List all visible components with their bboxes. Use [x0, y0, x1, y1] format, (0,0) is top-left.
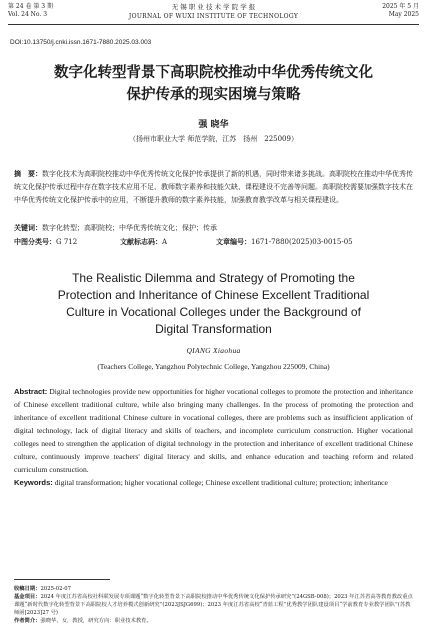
- article-no-value: 1671-7880(2025)03-0015-05: [251, 238, 353, 246]
- issue-date: [382, 3, 419, 19]
- footnote-fund: [14, 593, 415, 617]
- title-cn-line-1: 数字化转型背景下高职院校推动中华优秀传统文化: [54, 65, 373, 81]
- author-cn: 强 晓华: [198, 120, 229, 130]
- volume-cn: 第 24 卷 第 3 期: [8, 3, 53, 10]
- classification-line: [14, 237, 353, 247]
- keywords-en-text: digital transformation; higher vocational college; Chinese excellent traditional culture; protection; inheritance: [52, 478, 388, 487]
- title-en: [20, 270, 407, 338]
- bio-text: 强晓华，女，教授，研究方向：职业技术教育。: [40, 618, 152, 624]
- journal-name-en: JOURNAL OF WUXI INSTITUTE OF TECHNOLOGY: [128, 13, 299, 20]
- title-cn-line-2: 保护传承的现实困境与策略: [126, 87, 301, 103]
- doi[interactable]: DOI:10.13750/j.cnki.issn.1671-7880.2025.03.003: [10, 39, 152, 46]
- title-cn: [0, 62, 427, 106]
- footnote-divider: [14, 579, 110, 580]
- keywords-cn-text: 数字化转型；高职院校；中华优秀传统文化；保护；传承: [42, 224, 217, 232]
- abstract-cn: [14, 168, 413, 207]
- affiliation-en: (Teachers College, Yangzhou Polytechnic College, Yangzhou 225009, China): [97, 362, 330, 371]
- title-en-line-1: The Realistic Dilemma and Strategy of Promoting the: [72, 271, 355, 285]
- title-en-line-4: Digital Transformation: [155, 322, 272, 336]
- volume-en: Vol. 24 No. 3: [8, 11, 48, 18]
- clc-value: G 712: [56, 238, 78, 246]
- journal-name-cn: 无 锡 职 业 技 术 学 院 学 报: [171, 3, 256, 11]
- issue-date-en: May 2025: [388, 11, 419, 18]
- affiliation-cn: （扬州市职业大学 师范学院，江苏 扬州 225009）: [129, 135, 298, 143]
- clc-label: 中图分类号：: [14, 238, 56, 246]
- received-label: 收稿日期：: [14, 586, 41, 592]
- keywords-cn-label: 关键词：: [14, 224, 42, 232]
- received-date: 2025-02-07: [40, 586, 72, 592]
- bio-label: 作者简介：: [14, 618, 41, 624]
- abstract-en: [14, 385, 413, 489]
- keywords-en-label: Keywords:: [14, 478, 53, 487]
- footnote-bio: [14, 617, 415, 625]
- abstract-cn-label: 摘 要：: [14, 170, 42, 178]
- abstract-cn-text: 数字化技术为高职院校推动中华优秀传统文化保护传承提供了新的机遇，同时带来诸多挑战。高职院校在推动中华优秀传统文化保护传承过程中存在数字技术应用不足、教师数字素养和技能欠缺、课程建设不完善等问题。高职院校需要加强数字技术在中华优秀传统文化保护传承中的应用，不断提升教师的数字素养技能，加强教育教学改革与相关课程建设。: [14, 170, 413, 204]
- abstract-en-text: Digital technologies provide new opportunities for higher vocational colleges to promote the protection and inheritance of Chinese excellent traditional culture, while also bringing many challenges. In the process of promoting the protection and inheritance of excellent traditional Chinese culture in vocational colleges, there are problems such as insufficient application of digital technology, lack of digital literacy and skills of teachers, and incomplete curriculum construction. Higher vocational colleges need to strengthen the application of digital technology in the protection and inheritance of excellent traditional Chinese culture, continuously improve teachers' digital literacy and skills, and enhance education and teaching reform and related curriculum construction.: [14, 387, 413, 474]
- journal-name: [8, 3, 419, 21]
- issue-date-cn: 2025 年 5 月: [382, 3, 419, 10]
- doc-code-value: A: [162, 238, 168, 246]
- fund-label: 基金项目：: [14, 594, 41, 600]
- doc-code-label: 文献标志码：: [120, 238, 162, 246]
- title-en-line-2: Protection and Inheritance of Chinese Excellent Traditional: [57, 288, 370, 302]
- title-en-line-3: Culture in Vocational Colleges under the Background of: [66, 305, 361, 319]
- article-no-label: 文章编号：: [216, 238, 251, 246]
- footnote-received: [14, 585, 415, 593]
- fund-text: 2024 年度江苏省高校社科联发展专项课题“数字化转型背景下高职院校推动中华优秀传统文化保护传承研究”(24GSB-008)；2023 年江苏省高等教育教改重点课题“新时代数字化转型背景下高职院校人才培养模式创新研究”(2023JSJG699)；2023 年度江苏省高校“青蓝工程”优秀教学团队建设项目“学前教育专业教学团队”(苏教师函[2023]27 号): [14, 594, 413, 616]
- author-en: QIANG Xiaohua: [186, 346, 241, 355]
- running-header: [8, 2, 419, 25]
- abstract-en-label: Abstract:: [14, 387, 48, 396]
- keywords-cn: [14, 223, 217, 233]
